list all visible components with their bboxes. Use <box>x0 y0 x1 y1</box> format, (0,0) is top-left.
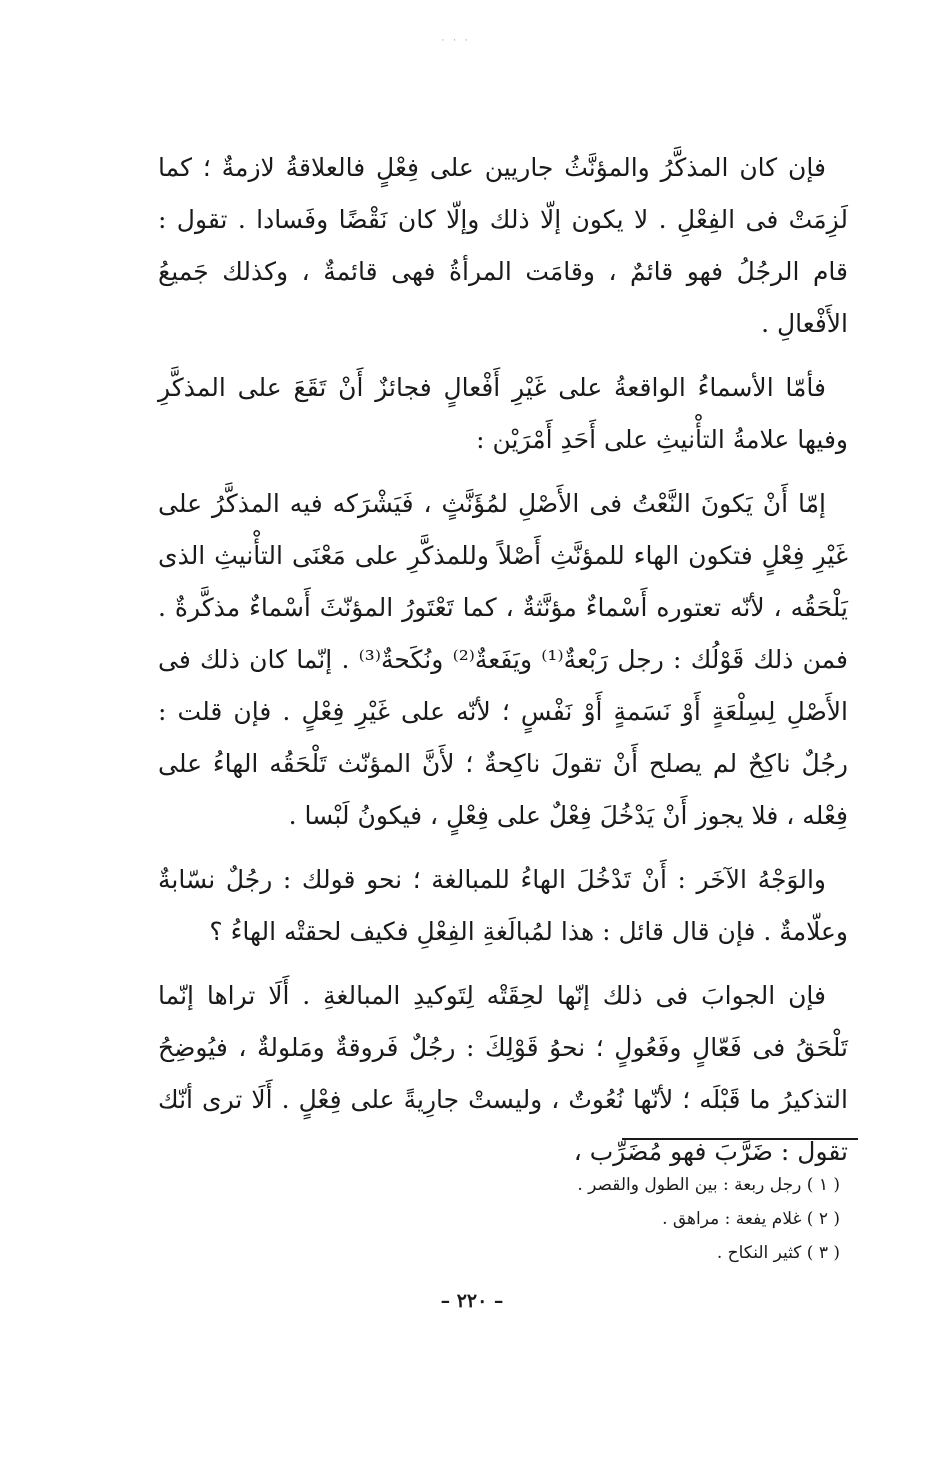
paragraph-3: إمّا أَنْ يَكونَ النَّعْتُ فى الأَصْلِ لمُؤَنَّثٍ ، فَيَشْرَكه فيه المذكَّرُ على غَيْرِ فِعْلٍ فتكون الهاء للمؤنَّثِ أَصْلاً وللمذكَّرِ على مَعْنَى التأْنيثِ الذى يَلْحَقُه ، لأنّه تعتوره أَسْماءٌ مؤنَّثةٌ ، كما تَعْتَورُ المؤنّثَ أَسْماءٌ مذكَّرةٌ . فمن ذلك قَوْلُك : رجل رَبْعةٌ⁽¹⁾ ويَفَعةٌ⁽²⁾ ونُكَحةٌ⁽³⁾ . إنّما كان ذلك فى الأَصْلِ لِسِلْعَةٍ أَوْ نَسَمةٍ أَوْ نَفْسٍ ؛ لأنّه على غَيْرِ فِعْلٍ . فإن قلت : رجُلٌ ناكِحٌ لم يصلح أَنْ تقولَ ناكِحةٌ ؛ لأَنَّ المؤنّث تَلْحَقُه الهاءُ على فِعْله ، فلا يجوز أَنْ يَدْخُلَ فِعْلٌ على فِعْلٍ ، فيكونُ لَبْسا . <box>158 489 849 830</box>
page-number: – ٢٢٠ – <box>440 1290 504 1312</box>
footnote-1: ( ١ ) رجل ربعة : بين الطول والقصر . <box>577 1175 840 1195</box>
paragraph-4: والوَجْهُ الآخَر : أَنْ تَدْخُلَ الهاءُ للمبالغة ؛ نحو قولك : رجُلٌ نسّابةٌ وعلّامةٌ . فإن قال قائل : هذا لمُبالَغةِ الفِعْلِ فكيف لحقتْه الهاءُ ؟ <box>158 865 848 946</box>
footnote-2: ( ٢ ) غلام يفعة : مراهق . <box>662 1209 840 1229</box>
footnote-separator <box>622 1138 858 1140</box>
footnotes <box>300 1168 840 1270</box>
paragraph-5: فإن الجوابَ فى ذلك إنّها لحِقَتْه لِتَوكيدِ المبالغةِ . أَلَا تراها إنّما تَلْحَقُ فى فَعّالٍ وفَعُولٍ ؛ نحوُ قَوْلِكَ : رجُلٌ فَروقةٌ ومَلولةٌ ، فيُوضِحُ التذكيرُ ما قَبْلَه ؛ لأنّها نُعُوتٌ ، وليستْ جارِيةً على فِعْلٍ . أَلَا ترى أنّك تقول : ضَرَّبَ فهو مُضَرِّب ، <box>158 981 848 1166</box>
paragraph-1: فإن كان المذكَّرُ والمؤنَّثُ جاريين على فِعْلٍ فالعلاقةُ لازمةٌ ؛ كما لَزِمَتْ فى الفِعْلِ . لا يكون إلّا ذلك وإلّا كان نَقْضًا وفَسادا . تقول : قام الرجُلُ فهو قائمٌ ، وقامَت المرأةُ فهى قائمةٌ ، وكذلك جَميعُ الأَفْعالِ . <box>158 153 848 338</box>
footnote-3: ( ٣ ) كثير النكاح . <box>716 1243 840 1263</box>
top-mark: · · · <box>441 36 471 46</box>
paragraph-2: فأمّا الأسماءُ الواقعةُ على غَيْرِ أَفْعالٍ فجائزٌ أَنْ تَقَعَ على المذكَّرِ وفيها علامةُ التأْنيثِ على أَحَدِ أَمْرَيْن : <box>158 373 848 454</box>
body-text <box>158 142 848 1178</box>
